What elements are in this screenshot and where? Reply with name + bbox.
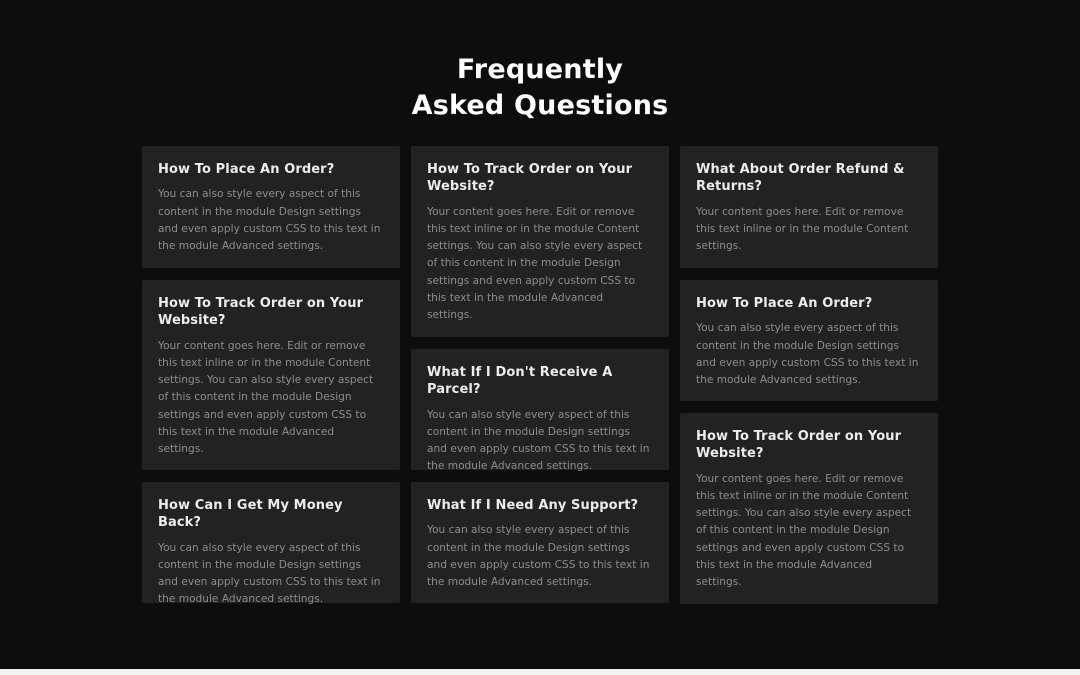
faq-card-track-order[interactable] — [142, 280, 400, 470]
faq-question: What If I Don't Receive A Parcel? — [427, 365, 613, 398]
page-title-line2: Asked Questions — [411, 90, 669, 122]
faq-question: How To Place An Order? — [158, 162, 335, 177]
faq-card-support[interactable] — [411, 482, 669, 603]
faq-answer: Your content goes here. Edit or remove this text inline or in the module Content settings. — [696, 205, 909, 253]
faq-question: How To Track Order on Your Website? — [696, 429, 902, 462]
page-title-line1: Frequently — [456, 54, 624, 86]
faq-question: How To Place An Order? — [696, 296, 873, 311]
faq-answer: You can also style every aspect of this content in the module Design settings and even apply custom CSS to this text in the module Advanced settings. — [427, 408, 650, 473]
faq-card-refund-returns[interactable] — [680, 146, 938, 268]
faq-card-place-order[interactable] — [680, 280, 938, 401]
faq-answer: You can also style every aspect of this content in the module Design settings and even apply custom CSS to this text in the module Advanced settings. — [427, 524, 650, 589]
faq-answer: Your content goes here. Edit or remove this text inline or in the module Content settings. You can also style every aspect of this content in the module Design settings and even apply custom CSS to this text in the module Advanced settings. — [158, 339, 374, 456]
faq-answer: You can also style every aspect of this content in the module Design settings and even apply custom CSS to this text in the module Advanced settings. — [696, 322, 919, 387]
faq-card-track-order[interactable] — [411, 146, 669, 337]
faq-question: What About Order Refund & Returns? — [696, 162, 905, 195]
page-title — [0, 52, 1080, 124]
faq-question: How Can I Get My Money Back? — [158, 498, 343, 531]
faq-answer: You can also style every aspect of this content in the module Design settings and even apply custom CSS to this text in the module Advanced settings. — [158, 188, 381, 253]
faq-question: How To Track Order on Your Website? — [427, 162, 633, 195]
faq-card-place-order[interactable] — [142, 146, 400, 268]
bottom-strip — [0, 669, 1080, 675]
faq-answer: Your content goes here. Edit or remove this text inline or in the module Content settings. You can also style every aspect of this content in the module Design settings and even apply custom CSS to this text in the module Advanced settings. — [696, 472, 912, 589]
faq-answer: Your content goes here. Edit or remove this text inline or in the module Content settings. You can also style every aspect of this content in the module Design settings and even apply custom CSS to this text in the module Advanced settings. — [427, 205, 643, 322]
faq-card-money-back[interactable] — [142, 482, 400, 606]
faq-card-no-parcel[interactable] — [411, 349, 669, 473]
faq-answer: You can also style every aspect of this content in the module Design settings and even apply custom CSS to this text in the module Advanced settings. — [158, 541, 381, 606]
faq-question: What If I Need Any Support? — [427, 498, 639, 513]
faq-card-track-order[interactable] — [680, 413, 938, 604]
faq-question: How To Track Order on Your Website? — [158, 296, 364, 329]
